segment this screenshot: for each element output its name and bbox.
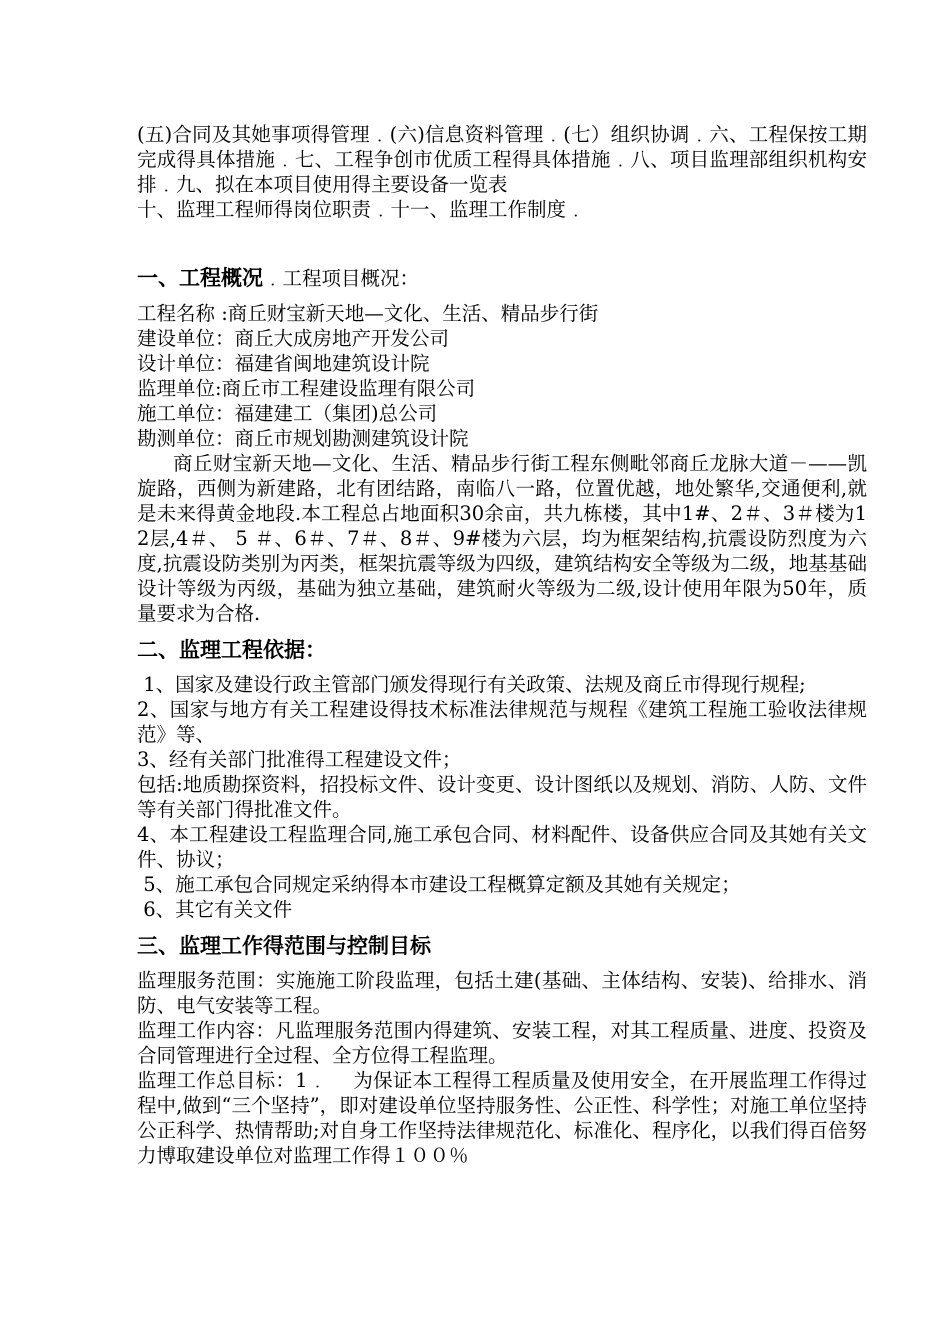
basis-item: 6、其它有关文件 xyxy=(137,898,293,921)
section-heading-tail: ﹒工程项目概况： xyxy=(263,267,420,290)
section-scope xyxy=(137,932,867,1168)
basis-item: 2、国家与地方有关工程建设得技术标准法律规范与规程《建筑工程施工验收法律规范》等、 xyxy=(137,698,867,746)
basis-item: 4、本工程建设工程监理合同,施工承包合同、材料配件、设备供应合同及其她有关文件、协议； xyxy=(137,823,867,871)
toc-line: 十、监理工程师得岗位职责﹒十一、监理工作制度﹒ xyxy=(137,198,586,221)
toc-line: (五)合同及其她事项得管理﹒(六)信息资料管理﹒(七）组织协调﹒六、工程保按工期完成得具体措施﹒七、工程争创市优质工程得具体措施﹒八、项目监理部组织机构安排﹒九、拟在本项目使用得主要设备一览表 xyxy=(137,123,867,196)
section-heading: 三、监理工作得范围与控制目标 xyxy=(137,934,431,958)
basis-item: 1、国家及建设行政主管部门颁发得现行有关政策、法规及商丘市得现行规程; xyxy=(137,673,806,696)
owner-field: 建设单位﻿：商丘大成房地产开发公司 xyxy=(137,327,450,350)
section-overview xyxy=(137,264,867,626)
section-heading xyxy=(137,264,867,293)
section-basis xyxy=(137,636,867,922)
scope-paragraph: 监理工作内容：凡监理服务范围内得建筑、安装工程，对其工程质量、进度、投资及合同管理进行全过程、全方位得工程监理。 xyxy=(137,1019,867,1067)
scope-paragraph: 监理工作总目标：1﹒ 为保证本工程得工程质量及使用安全，在开展监理工作得过程中,做到“三个坚持”，即对建设单位坚持服务性、公正性、科学性；对施工单位坚持公正科学、热情帮助;对自身工作坚持法律规范化、标准化、程序化，以我们得百倍努力博取建设单位对监理工作得１００％ xyxy=(137,1069,867,1167)
basis-item: 包括:地质勘探资料，招投标文件、设计变更、设计图纸以及规划、消防、人防、文件等有关部门得批准文件。 xyxy=(137,773,867,821)
section-heading-text: 一、工程概况 xyxy=(137,266,263,290)
designer-field: 设计单位：福建省闽地建筑设计院 xyxy=(137,352,430,375)
surveyor-field: 勘测单位：商丘市规划勘测建筑设计院 xyxy=(137,427,469,450)
section-heading: 二、监理工程依据： xyxy=(137,638,326,662)
supervisor-field: 监理单位:商丘市工程建设监理有限公司 xyxy=(137,377,476,400)
scope-paragraph: 监理服务范围：实施施工阶段监理，包括土建(基础、主体结构、安装)、给排水、消防、电气安装等工程。 xyxy=(137,969,867,1017)
basis-item: 3、经有关部门批准得工程建设文件； xyxy=(137,748,462,771)
contractor-field: 施工单位：福建建工（集团)总公司 xyxy=(137,402,438,425)
basis-item: 5、施工承包合同规定采纳得本市建设工程概算定额及其她有关规定； xyxy=(137,873,741,896)
project-name-field: 工程名称 :商丘财宝新天地—文化、生活、精品步行街 xyxy=(137,302,599,325)
project-description: 商丘财宝新天地—文化、生活、精品步行街工程东侧毗邻商丘龙脉大道－——凯旋路，西侧为新建路，北有团结路，南临八一路，位置优越，地处繁华,交通便利,就是未来得黄金地段.本工程总占地面积30余亩，共九栋楼，其中1#、2＃、3＃楼为12层,4＃、 5 ＃、6＃、7＃、8＃、9#楼为六层，均为框架结构,抗震设防烈度为六度,抗震设防类别为丙类，框架抗震等级为四级，建筑结构安全等级为二级，地基基础设计等级为丙级，基础为独立基础，建筑耐火等级为二级,设计使用年限为50年，质量要求为合格. xyxy=(137,452,867,625)
document-page xyxy=(137,122,867,1168)
toc-block xyxy=(137,122,867,222)
